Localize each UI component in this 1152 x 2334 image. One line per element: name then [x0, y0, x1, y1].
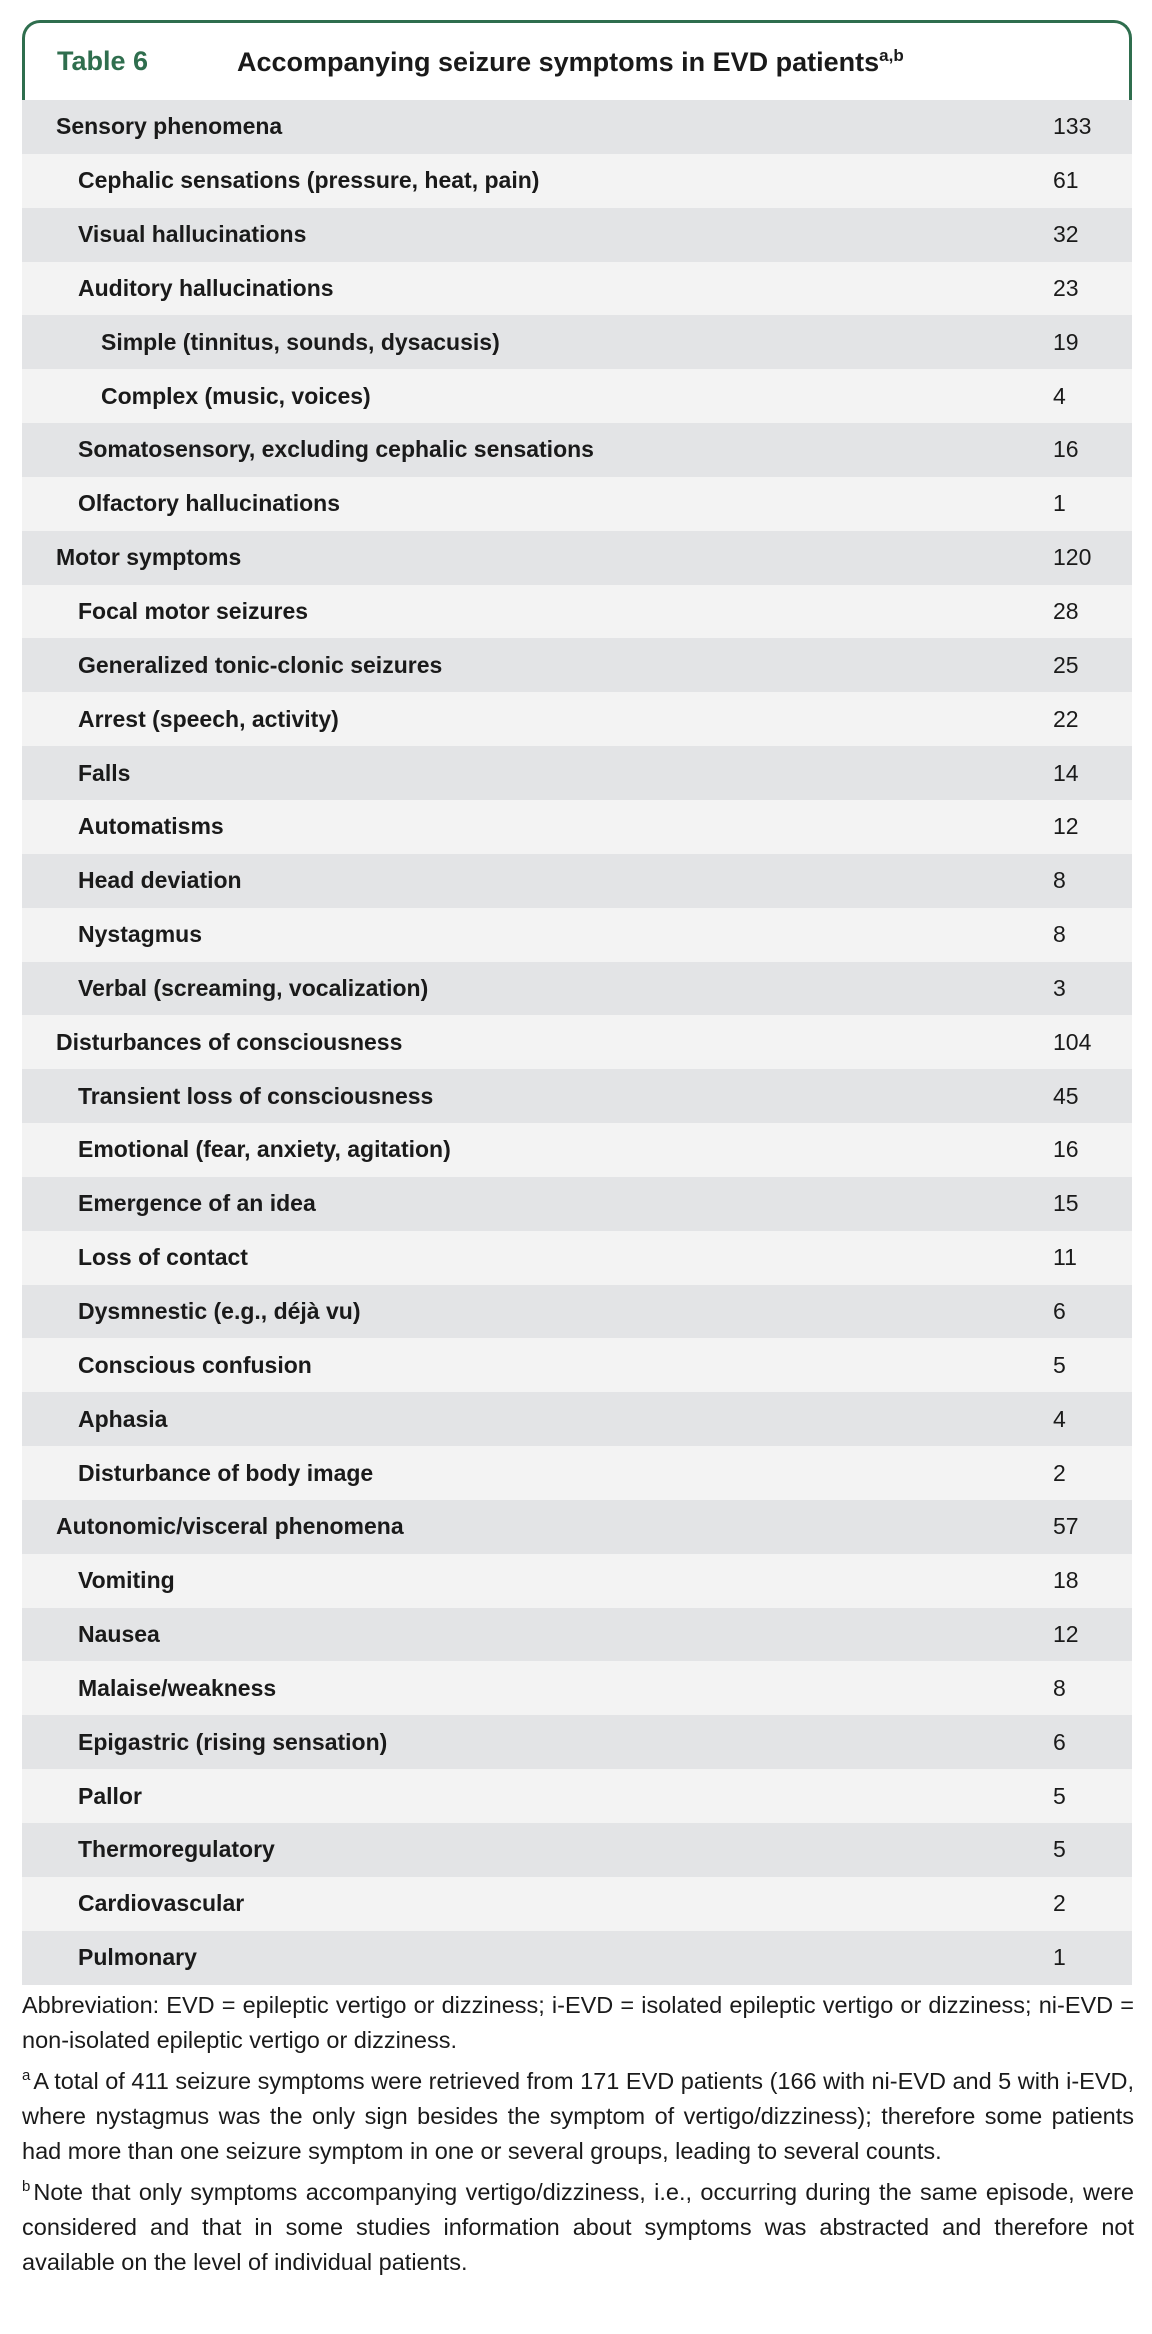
table-title-footnote-marks: a,b: [879, 45, 904, 65]
row-label: Falls: [78, 759, 131, 786]
footnote-a-text: A total of 411 seizure symptoms were retrieved from 171 EVD patients (166 with ni-EVD and 5 with i-EVD, where nystagmus was the only sign besides the symptom of vertigo/dizziness); therefore some patients had more than one seizure symptom in one or several groups, leading to several counts.: [22, 2068, 1134, 2164]
row-label: Head deviation: [78, 867, 242, 894]
row-count: 32: [1053, 221, 1079, 248]
row-label: Complex (music, voices): [101, 382, 371, 409]
footnote-b-text: Note that only symptoms accompanying vertigo/dizziness, i.e., occurring during the same episode, were considered and that in some studies information about symptoms was abstracted and therefore not available on the level of individual patients.: [22, 2179, 1134, 2275]
row-count: 2: [1053, 1890, 1066, 1917]
row-count: 6: [1053, 1297, 1066, 1324]
row-label: Cardiovascular: [78, 1890, 245, 1917]
table-row: [22, 1554, 1132, 1608]
table-row: [22, 585, 1132, 639]
row-count: 19: [1053, 328, 1079, 355]
footnote-a: [22, 2058, 1134, 2169]
table-row: [22, 1446, 1132, 1500]
row-label: Nystagmus: [78, 921, 202, 948]
table-row: [22, 1231, 1132, 1285]
table-label: Table 6: [57, 46, 149, 76]
table-row: [22, 1715, 1132, 1769]
row-count: 15: [1053, 1190, 1079, 1217]
row-label: Aphasia: [78, 1405, 168, 1432]
table-row: [22, 1608, 1132, 1662]
row-count: 57: [1053, 1513, 1079, 1540]
row-count: 12: [1053, 813, 1079, 840]
row-label: Sensory phenomena: [56, 113, 283, 140]
table-row: [22, 1177, 1132, 1231]
row-label: Malaise/weakness: [78, 1674, 277, 1701]
table-row: [22, 262, 1132, 316]
row-label: Autonomic/visceral phenomena: [56, 1513, 404, 1540]
table-row: [22, 692, 1132, 746]
row-label: Somatosensory, excluding cephalic sensations: [78, 436, 594, 463]
table-header: [22, 20, 1132, 100]
row-label: Motor symptoms: [56, 544, 242, 571]
table-group-row: [22, 1500, 1132, 1554]
table-group-row: [22, 100, 1132, 154]
table-row: [22, 854, 1132, 908]
row-count: 28: [1053, 598, 1079, 625]
table-row: [22, 962, 1132, 1016]
row-label: Simple (tinnitus, sounds, dysacusis): [101, 328, 500, 355]
row-count: 3: [1053, 974, 1066, 1001]
row-count: 16: [1053, 1136, 1079, 1163]
row-label: Generalized tonic-clonic seizures: [78, 651, 443, 678]
row-label: Emotional (fear, anxiety, agitation): [78, 1136, 451, 1163]
table-row: [22, 1392, 1132, 1446]
table-row: [22, 1931, 1132, 1985]
row-count: 45: [1053, 1082, 1079, 1109]
row-count: 5: [1053, 1351, 1066, 1378]
row-label: Auditory hallucinations: [78, 274, 334, 301]
row-label: Automatisms: [78, 813, 224, 840]
row-count: 5: [1053, 1836, 1066, 1863]
table-row: [22, 638, 1132, 692]
row-label: Pulmonary: [78, 1944, 197, 1971]
row-count: 16: [1053, 436, 1079, 463]
row-label: Loss of contact: [78, 1244, 248, 1271]
row-count: 11: [1053, 1244, 1077, 1271]
row-count: 1: [1053, 1944, 1066, 1971]
table-row: [22, 208, 1132, 262]
abbreviation-note: Abbreviation: EVD = epileptic vertigo or dizziness; i-EVD = isolated epileptic vertigo or dizziness; ni-EVD = non-isolated epileptic vertigo or dizziness.: [22, 1992, 1134, 2053]
row-label: Pallor: [78, 1782, 142, 1809]
row-label: Epigastric (rising sensation): [78, 1728, 388, 1755]
row-label: Thermoregulatory: [78, 1836, 275, 1863]
row-count: 8: [1053, 867, 1066, 894]
row-count: 6: [1053, 1728, 1066, 1755]
row-label: Verbal (screaming, vocalization): [78, 974, 429, 1001]
row-count: 104: [1053, 1028, 1092, 1055]
row-label: Emergence of an idea: [78, 1190, 316, 1217]
row-count: 8: [1053, 1674, 1066, 1701]
row-count: 4: [1053, 382, 1066, 409]
row-label: Cephalic sensations (pressure, heat, pain): [78, 167, 540, 194]
table-row: [22, 1877, 1132, 1931]
row-label: Focal motor seizures: [78, 598, 309, 625]
table-row: [22, 1823, 1132, 1877]
table-body: [22, 100, 1132, 1985]
table-row: [22, 1069, 1132, 1123]
row-count: 2: [1053, 1459, 1066, 1486]
table-row: [22, 1661, 1132, 1715]
table-title: [237, 46, 904, 78]
row-count: 12: [1053, 1621, 1079, 1648]
table-row: [22, 315, 1132, 369]
footnote-a-mark: a: [22, 2067, 31, 2084]
row-count: 8: [1053, 921, 1066, 948]
row-count: 25: [1053, 651, 1079, 678]
row-count: 14: [1053, 759, 1079, 786]
row-count: 23: [1053, 274, 1079, 301]
footnote-b: [22, 2169, 1134, 2280]
row-label: Olfactory hallucinations: [78, 490, 340, 517]
row-label: Arrest (speech, activity): [78, 705, 339, 732]
table-title-text: Accompanying seizure symptoms in EVD patients: [237, 46, 880, 77]
row-count: 18: [1053, 1567, 1079, 1594]
row-count: 61: [1053, 167, 1079, 194]
table-row: [22, 369, 1132, 423]
row-label: Nausea: [78, 1621, 160, 1648]
row-count: 4: [1053, 1405, 1066, 1432]
row-label: Disturbance of body image: [78, 1459, 374, 1486]
row-count: 5: [1053, 1782, 1066, 1809]
row-label: Disturbances of consciousness: [56, 1028, 403, 1055]
row-label: Transient loss of consciousness: [78, 1082, 434, 1109]
table-row: [22, 477, 1132, 531]
table-row: [22, 423, 1132, 477]
row-count: 133: [1053, 113, 1092, 140]
table-row: [22, 746, 1132, 800]
table-group-row: [22, 531, 1132, 585]
row-count: 120: [1053, 544, 1092, 571]
row-label: Visual hallucinations: [78, 221, 307, 248]
table-group-row: [22, 1015, 1132, 1069]
table-row: [22, 1338, 1132, 1392]
table-row: [22, 800, 1132, 854]
row-label: Vomiting: [78, 1567, 175, 1594]
table-row: [22, 908, 1132, 962]
table-row: [22, 154, 1132, 208]
row-label: Dysmnestic (e.g., déjà vu): [78, 1297, 361, 1324]
table-row: [22, 1123, 1132, 1177]
table-footnotes: [22, 1988, 1134, 2280]
row-label: Conscious confusion: [78, 1351, 312, 1378]
table-row: [22, 1285, 1132, 1339]
footnote-b-mark: b: [22, 2178, 31, 2195]
row-count: 1: [1053, 490, 1066, 517]
row-count: 22: [1053, 705, 1079, 732]
table-row: [22, 1769, 1132, 1823]
